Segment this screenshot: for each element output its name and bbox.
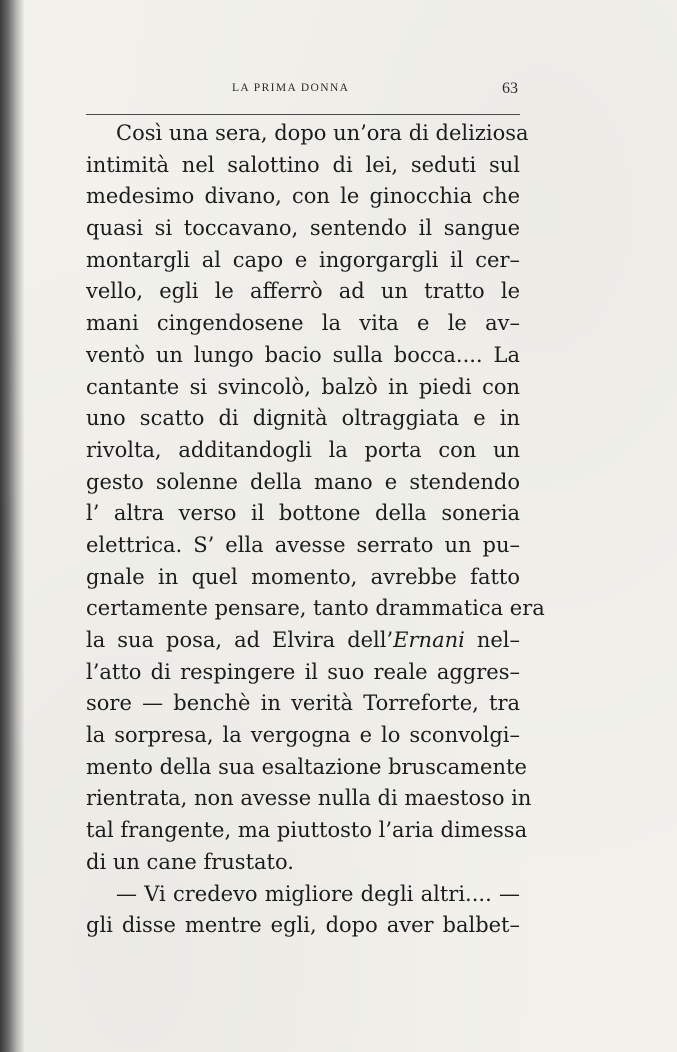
text-line: rivolta, additandogli la porta con un — [86, 437, 520, 462]
text-line: quasi si toccavano, sentendo il sangue — [86, 216, 520, 241]
header-rule — [86, 114, 520, 115]
text-line: gnale in quel momento, avrebbe fatto — [86, 564, 520, 589]
text-line: cantante si svincolò, balzò in piedi con — [86, 374, 520, 399]
text-line: l’atto di respingere il suo reale aggres– — [86, 659, 520, 684]
text-line: vello, egli le afferrò ad un tratto le — [86, 279, 520, 304]
text-line: rientrata, non avesse nulla di maestoso in — [86, 786, 532, 811]
text-line: ventò un lungo bacio sulla bocca.... La — [86, 342, 520, 367]
text-line: certamente pensare, tanto drammatica era — [86, 596, 545, 621]
text-line-with-italic — [86, 625, 520, 657]
text-line: — Vi credevo migliore degli altri.... — — [116, 881, 520, 906]
text-line: sore — benchè in verità Torreforte, tra — [86, 691, 520, 716]
text-line: gesto solenne della mano e stendendo — [86, 469, 520, 494]
body-text — [86, 118, 545, 942]
text-line: di un cane frustato. — [86, 849, 294, 874]
text-line: tal frangente, ma piuttosto l’aria dimessa — [86, 818, 528, 843]
text-line: montargli al capo e ingorgargli il cer– — [86, 247, 520, 272]
page-header — [86, 80, 518, 102]
text-line: elettrica. S’ ella avesse serrato un pu– — [86, 532, 520, 557]
text-line: mani cingendosene la vita e le av– — [86, 311, 520, 336]
text-line: uno scatto di dignità oltraggiata e in — [86, 406, 520, 431]
text-run: nel– — [464, 628, 520, 652]
text-line: Così una sera, dopo un’ora di deliziosa — [116, 121, 529, 145]
text-run: la sua posa, ad Elvira dell’ — [86, 628, 394, 652]
page-number: 63 — [502, 80, 518, 97]
text-line: gli disse mentre egli, dopo aver balbet– — [86, 913, 520, 938]
text-line: la sorpresa, la vergogna e lo sconvolgi– — [86, 723, 520, 748]
italic-title: Ernani — [393, 628, 465, 652]
text-line: mento della sua esaltazione bruscamente — [86, 754, 527, 779]
running-title: LA PRIMA DONNA — [232, 82, 350, 94]
text-line: medesimo divano, con le ginocchia che — [86, 184, 520, 209]
text-line: l’ altra verso il bottone della soneria — [86, 501, 520, 526]
text-line: intimità nel salottino di lei, seduti sul — [86, 152, 520, 177]
